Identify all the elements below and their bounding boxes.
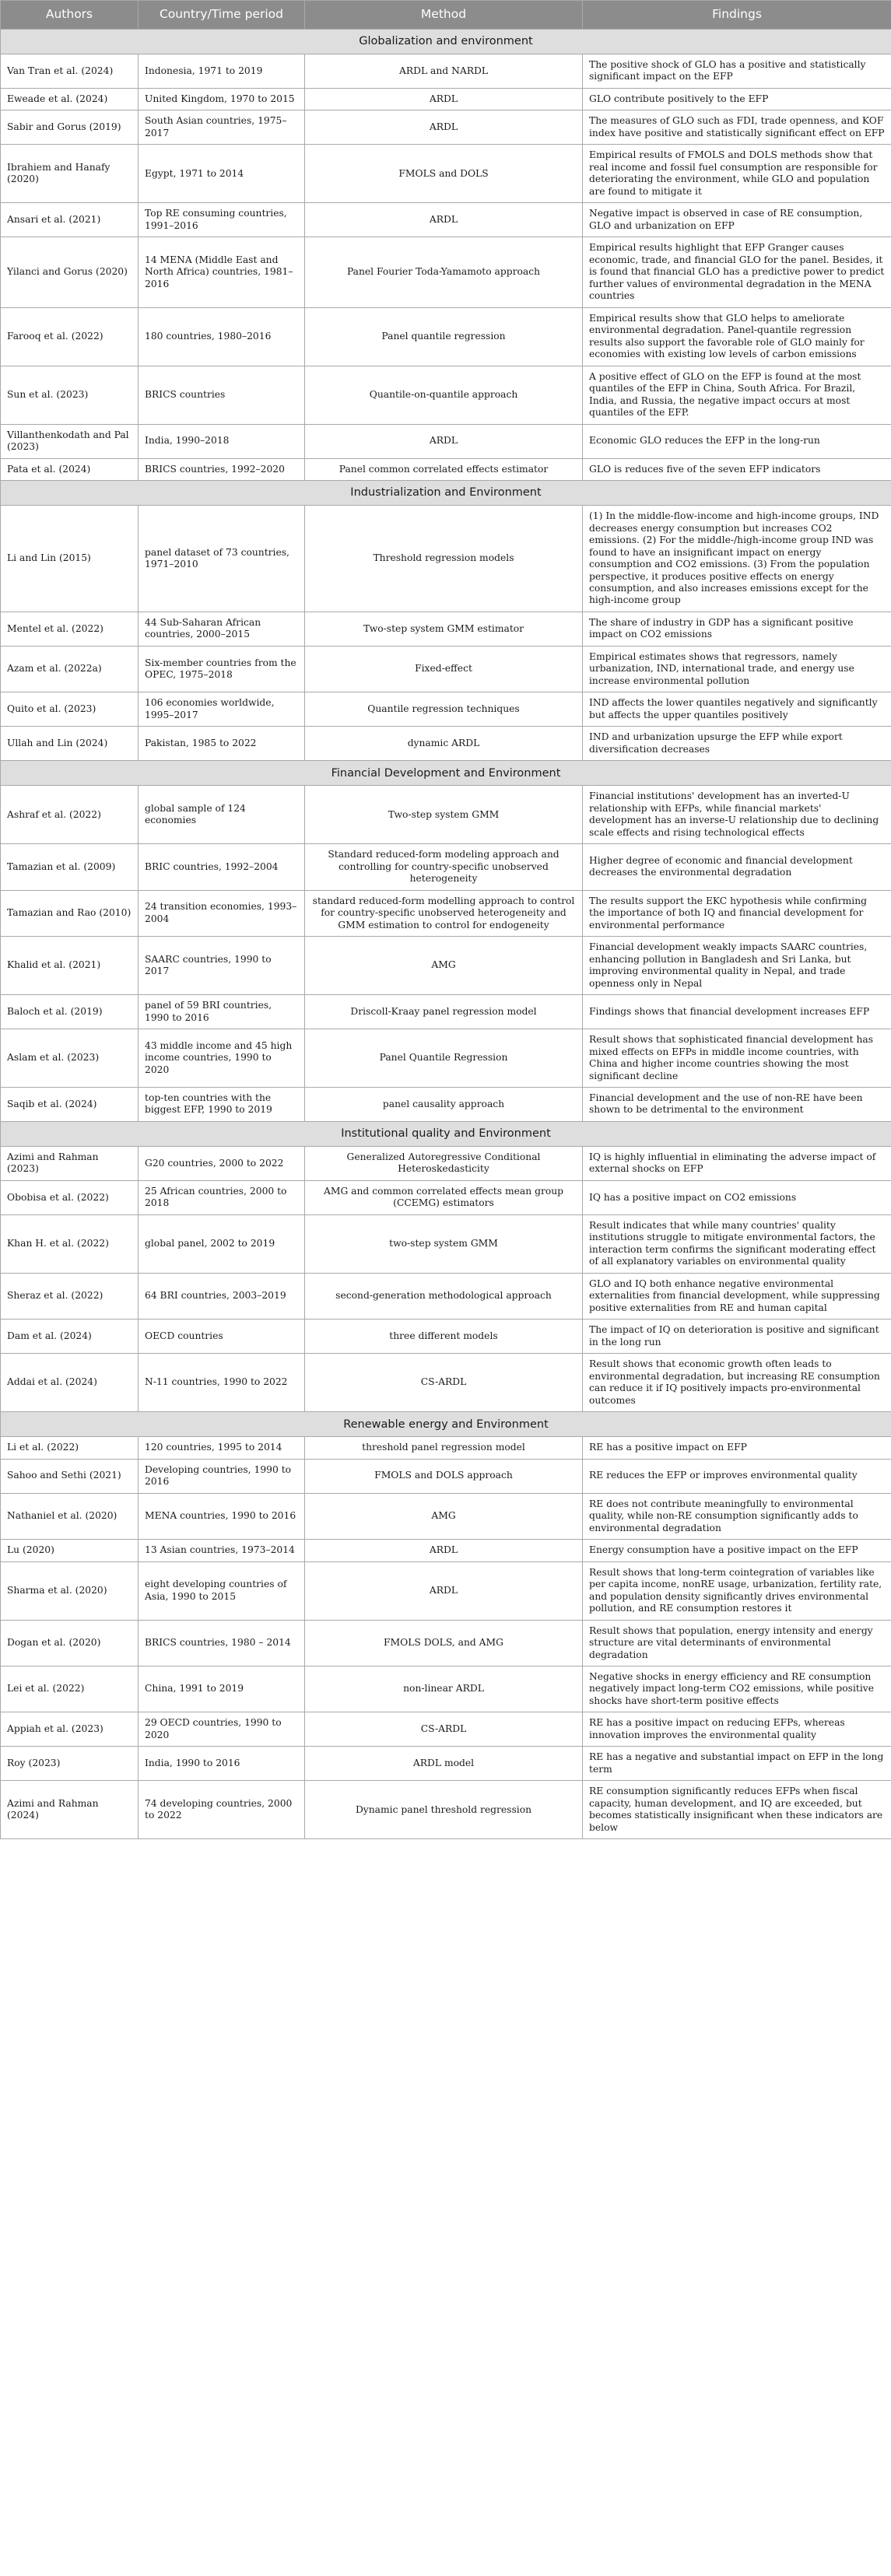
section-title: Globalization and environment [1,30,891,54]
cell-findings: A positive effect of GLO on the EFP is found at the most quantiles of the EFP in China, South Africa. For Brazil, India, and Russia, the negative impact occurs at most quantiles of the EFP. [583,366,891,424]
table-row [1,1493,891,1539]
cell-method: Generalized Autoregressive Conditional Heteroskedasticity [305,1146,583,1180]
cell-country: eight developing countries of Asia, 1990 to 2015 [139,1561,305,1620]
cell-authors: Lu (2020) [1,1540,139,1561]
section-title: Renewable energy and Environment [1,1412,891,1437]
cell-authors: Ullah and Lin (2024) [1,727,139,761]
cell-authors: Li et al. (2022) [1,1437,139,1459]
cell-authors: Sabir and Gorus (2019) [1,110,139,145]
table-row [1,424,891,458]
cell-country: 24 transition economies, 1993–2004 [139,890,305,936]
cell-authors: Farooq et al. (2022) [1,307,139,366]
cell-method: CS-ARDL [305,1712,583,1747]
cell-method: standard reduced-form modelling approach to control for country-specific unobserved heterogeneity and GMM estimation to control for endogeneity [305,890,583,936]
cell-authors: Villanthenkodath and Pal (2023) [1,424,139,458]
cell-method: CS-ARDL [305,1354,583,1412]
cell-country: 120 countries, 1995 to 2014 [139,1437,305,1459]
cell-findings: RE does not contribute meaningfully to environmental quality, while non-RE consumption significantly adds to environmental degradation [583,1493,891,1539]
cell-method: Quantile-on-quantile approach [305,366,583,424]
table-row [1,1666,891,1712]
cell-authors: Aslam et al. (2023) [1,1029,139,1088]
table-row [1,1561,891,1620]
cell-authors: Azam et al. (2022a) [1,646,139,692]
cell-authors: Sharma et al. (2020) [1,1561,139,1620]
cell-findings: Result shows that long-term cointegration of variables like per capita income, nonRE usage, urbanization, fertility rate, and population density significantly drives environmental pollution, and RE consumption restores it [583,1561,891,1620]
cell-authors: Li and Lin (2015) [1,506,139,612]
cell-country: 74 developing countries, 2000 to 2022 [139,1781,305,1839]
cell-country: 64 BRI countries, 2003–2019 [139,1273,305,1319]
cell-authors: Mentel et al. (2022) [1,612,139,646]
cell-findings: IND affects the lower quantiles negatively and significantly but affects the upper quantiles positively [583,692,891,727]
cell-country: global sample of 124 economies [139,786,305,844]
cell-method: ARDL [305,203,583,237]
cell-country: United Kingdom, 1970 to 2015 [139,88,305,110]
cell-findings: Empirical estimates shows that regressors, namely urbanization, IND, international trade, and energy use increase environmental pollution [583,646,891,692]
cell-authors: Pata et al. (2024) [1,458,139,480]
table-row [1,1088,891,1122]
cell-authors: Baloch et al. (2019) [1,995,139,1029]
cell-method: Panel quantile regression [305,307,583,366]
table-row [1,1620,891,1666]
table-row [1,458,891,480]
cell-findings: Empirical results of FMOLS and DOLS methods show that real income and fossil fuel consumption are responsible for deteriorating the environment, while GLO and population are found to mitigate it [583,145,891,203]
cell-method: ARDL [305,1540,583,1561]
cell-authors: Quito et al. (2023) [1,692,139,727]
cell-country: BRICS countries [139,366,305,424]
cell-findings: Financial development and the use of non-RE have been shown to be detrimental to the environment [583,1088,891,1122]
table-row [1,890,891,936]
cell-method: panel causality approach [305,1088,583,1122]
header-findings: Findings [583,1,891,30]
cell-country: 44 Sub-Saharan African countries, 2000–2015 [139,612,305,646]
cell-authors: Dam et al. (2024) [1,1320,139,1354]
cell-authors: Azimi and Rahman (2023) [1,1146,139,1180]
table-row [1,1459,891,1493]
section-header-row [1,1121,891,1146]
table-row [1,1781,891,1839]
cell-country: BRICS countries, 1992–2020 [139,458,305,480]
table-header [1,1,891,30]
cell-findings: GLO is reduces five of the seven EFP indicators [583,458,891,480]
cell-country: global panel, 2002 to 2019 [139,1214,305,1273]
table-row [1,1540,891,1561]
cell-authors: Ansari et al. (2021) [1,203,139,237]
cell-authors: Tamazian et al. (2009) [1,844,139,890]
table-row [1,844,891,890]
cell-authors: Tamazian and Rao (2010) [1,890,139,936]
section-title: Industrialization and Environment [1,481,891,506]
cell-country: Top RE consuming countries, 1991–2016 [139,203,305,237]
cell-findings: Result shows that population, energy intensity and energy structure are vital determinants of environmental degradation [583,1620,891,1666]
cell-country: MENA countries, 1990 to 2016 [139,1493,305,1539]
cell-findings: IQ has a positive impact on CO2 emissions [583,1180,891,1214]
cell-country: panel dataset of 73 countries, 1971–2010 [139,506,305,612]
cell-method: three different models [305,1320,583,1354]
cell-authors: Roy (2023) [1,1747,139,1781]
cell-country: India, 1990 to 2016 [139,1747,305,1781]
cell-country: 43 middle income and 45 high income countries, 1990 to 2020 [139,1029,305,1088]
cell-country: OECD countries [139,1320,305,1354]
cell-country: BRIC countries, 1992–2004 [139,844,305,890]
table-row [1,1747,891,1781]
cell-country: panel of 59 BRI countries, 1990 to 2016 [139,995,305,1029]
cell-country: 29 OECD countries, 1990 to 2020 [139,1712,305,1747]
cell-method: dynamic ARDL [305,727,583,761]
cell-method: second-generation methodological approach [305,1273,583,1319]
table-row [1,692,891,727]
cell-method: Two-step system GMM [305,786,583,844]
cell-country: G20 countries, 2000 to 2022 [139,1146,305,1180]
cell-authors: Azimi and Rahman (2024) [1,1781,139,1839]
table-row [1,786,891,844]
cell-country: India, 1990–2018 [139,424,305,458]
cell-method: threshold panel regression model [305,1437,583,1459]
cell-country: SAARC countries, 1990 to 2017 [139,937,305,995]
cell-findings: Empirical results show that GLO helps to ameliorate environmental degradation. Panel-quantile regression results also support the favorable role of GLO mainly for economies with existing low levels of carbon emissions [583,307,891,366]
cell-findings: Empirical results highlight that EFP Granger causes economic, trade, and financial GLO for the panel. Besides, it is found that financial GLO has a predictive power to predict further values of environmental degradation in the MENA countries [583,237,891,307]
cell-authors: Sheraz et al. (2022) [1,1273,139,1319]
table-row [1,110,891,145]
cell-findings: The results support the EKC hypothesis while confirming the importance of both IQ and financial development for environmental performance [583,890,891,936]
cell-authors: Saqib et al. (2024) [1,1088,139,1122]
cell-method: FMOLS and DOLS [305,145,583,203]
cell-authors: Khalid et al. (2021) [1,937,139,995]
cell-findings: RE has a positive impact on reducing EFPs, whereas innovation improves the environmental quality [583,1712,891,1747]
cell-findings: IQ is highly influential in eliminating the adverse impact of external shocks on EFP [583,1146,891,1180]
cell-country: Developing countries, 1990 to 2016 [139,1459,305,1493]
cell-method: AMG [305,937,583,995]
cell-method: FMOLS DOLS, and AMG [305,1620,583,1666]
cell-findings: Negative impact is observed in case of RE consumption, GLO and urbanization on EFP [583,203,891,237]
cell-authors: Dogan et al. (2020) [1,1620,139,1666]
cell-method: FMOLS and DOLS approach [305,1459,583,1493]
cell-method: AMG [305,1493,583,1539]
cell-authors: Nathaniel et al. (2020) [1,1493,139,1539]
cell-findings: Energy consumption have a positive impact on the EFP [583,1540,891,1561]
table-row [1,1712,891,1747]
cell-findings: Result shows that sophisticated financial development has mixed effects on EFPs in middle income countries, with China and higher income countries showing the most significant decline [583,1029,891,1088]
section-header-row [1,481,891,506]
table-row [1,1273,891,1319]
cell-findings: Findings shows that financial development increases EFP [583,995,891,1029]
cell-country: Pakistan, 1985 to 2022 [139,727,305,761]
cell-country: 106 economies worldwide, 1995–2017 [139,692,305,727]
cell-method: AMG and common correlated effects mean group (CCEMG) estimators [305,1180,583,1214]
table-row [1,203,891,237]
table-row [1,1214,891,1273]
cell-findings: The positive shock of GLO has a positive and statistically significant impact on the EFP [583,54,891,89]
cell-method: Driscoll-Kraay panel regression model [305,995,583,1029]
cell-findings: Financial development weakly impacts SAARC countries, enhancing pollution in Bangladesh and Sri Lanka, but improving environmental quality in Nepal, and trade openness only in Nepal [583,937,891,995]
table-row [1,307,891,366]
section-header-row [1,1412,891,1437]
cell-method: Panel Quantile Regression [305,1029,583,1088]
cell-authors: Ibrahiem and Hanafy (2020) [1,145,139,203]
cell-findings: RE has a positive impact on EFP [583,1437,891,1459]
cell-authors: Yilanci and Gorus (2020) [1,237,139,307]
cell-country: Egypt, 1971 to 2014 [139,145,305,203]
cell-method: Panel Fourier Toda-Yamamoto approach [305,237,583,307]
section-title: Institutional quality and Environment [1,1121,891,1146]
table-row [1,506,891,612]
header-method: Method [305,1,583,30]
cell-method: Standard reduced-form modeling approach and controlling for country-specific unobserved heterogeneity [305,844,583,890]
cell-method: Two-step system GMM estimator [305,612,583,646]
table-row [1,727,891,761]
cell-country: 180 countries, 1980–2016 [139,307,305,366]
table-row [1,237,891,307]
cell-method: Fixed-effect [305,646,583,692]
table-row [1,646,891,692]
cell-country: 25 African countries, 2000 to 2018 [139,1180,305,1214]
cell-country: top-ten countries with the biggest EFP, 1990 to 2019 [139,1088,305,1122]
table-row [1,1146,891,1180]
table-row [1,1180,891,1214]
table-row [1,1354,891,1412]
cell-authors: Sahoo and Sethi (2021) [1,1459,139,1493]
cell-findings: (1) In the middle-flow-income and high-income groups, IND decreases energy consumption but increases CO2 emissions. (2) For the middle-/high-income group IND was found to have an insignificant impact on energy consumption and CO2 emissions. (3) From the population perspective, it produces positive effects on energy consumption, and also increases emissions except for the high-income group [583,506,891,612]
table-row [1,1029,891,1088]
cell-authors: Appiah et al. (2023) [1,1712,139,1747]
cell-country: 13 Asian countries, 1973–2014 [139,1540,305,1561]
cell-findings: GLO contribute positively to the EFP [583,88,891,110]
cell-method: ARDL [305,88,583,110]
cell-authors: Ashraf et al. (2022) [1,786,139,844]
table-row [1,54,891,89]
cell-country: China, 1991 to 2019 [139,1666,305,1712]
table-row [1,1437,891,1459]
table-row [1,612,891,646]
cell-findings: IND and urbanization upsurge the EFP while export diversification decreases [583,727,891,761]
cell-authors: Eweade et al. (2024) [1,88,139,110]
cell-authors: Obobisa et al. (2022) [1,1180,139,1214]
cell-country: BRICS countries, 1980 – 2014 [139,1620,305,1666]
header-country-time-period: Country/Time period [139,1,305,30]
cell-findings: The impact of IQ on deterioration is positive and significant in the long run [583,1320,891,1354]
cell-authors: Addai et al. (2024) [1,1354,139,1412]
cell-findings: Negative shocks in energy efficiency and RE consumption negatively impact long-term CO2 emissions, while positive shocks have short-term positive effects [583,1666,891,1712]
cell-method: ARDL and NARDL [305,54,583,89]
cell-authors: Sun et al. (2023) [1,366,139,424]
cell-authors: Khan H. et al. (2022) [1,1214,139,1273]
cell-method: Quantile regression techniques [305,692,583,727]
cell-findings: RE consumption significantly reduces EFPs when fiscal capacity, human development, and IQ are exceeded, but becomes statistically insignificant when these indicators are below [583,1781,891,1839]
header-authors: Authors [1,1,139,30]
cell-findings: RE has a negative and substantial impact on EFP in the long term [583,1747,891,1781]
table-body [1,30,891,1839]
cell-findings: GLO and IQ both enhance negative environmental externalities from financial development, while suppressing positive externalities from RE and human capital [583,1273,891,1319]
table-row [1,1320,891,1354]
cell-findings: RE reduces the EFP or improves environmental quality [583,1459,891,1493]
header-row [1,1,891,30]
cell-findings: The measures of GLO such as FDI, trade openness, and KOF index have positive and statistically significant effect on EFP [583,110,891,145]
cell-findings: Higher degree of economic and financial development decreases the environmental degradation [583,844,891,890]
cell-method: ARDL [305,1561,583,1620]
cell-method: ARDL model [305,1747,583,1781]
cell-country: South Asian countries, 1975–2017 [139,110,305,145]
table-row [1,145,891,203]
cell-authors: Lei et al. (2022) [1,1666,139,1712]
table-row [1,995,891,1029]
cell-findings: Result shows that economic growth often leads to environmental degradation, but increasing RE consumption can reduce it if IQ positively impacts pro-environmental outcomes [583,1354,891,1412]
cell-method: Panel common correlated effects estimator [305,458,583,480]
cell-findings: Result indicates that while many countries' quality institutions struggle to mitigate environmental factors, the interaction term confirms the significant moderating effect of all explanatory variables on environmental quality [583,1214,891,1273]
section-header-row [1,30,891,54]
cell-findings: Economic GLO reduces the EFP in the long-run [583,424,891,458]
table-row [1,88,891,110]
section-title: Financial Development and Environment [1,761,891,786]
table-row [1,366,891,424]
section-header-row [1,761,891,786]
cell-findings: The share of industry in GDP has a significant positive impact on CO2 emissions [583,612,891,646]
cell-method: ARDL [305,424,583,458]
cell-method: Dynamic panel threshold regression [305,1781,583,1839]
cell-country: N-11 countries, 1990 to 2022 [139,1354,305,1412]
table-row [1,937,891,995]
cell-findings: Financial institutions' development has an inverted-U relationship with EFPs, while financial markets' development has an inverse-U relationship due to declining scale effects and rising technological effects [583,786,891,844]
cell-method: ARDL [305,110,583,145]
cell-authors: Van Tran et al. (2024) [1,54,139,89]
cell-method: Threshold regression models [305,506,583,612]
cell-country: Indonesia, 1971 to 2019 [139,54,305,89]
cell-method: two-step system GMM [305,1214,583,1273]
cell-method: non-linear ARDL [305,1666,583,1712]
cell-country: 14 MENA (Middle East and North Africa) countries, 1981–2016 [139,237,305,307]
cell-country: Six-member countries from the OPEC, 1975–2018 [139,646,305,692]
